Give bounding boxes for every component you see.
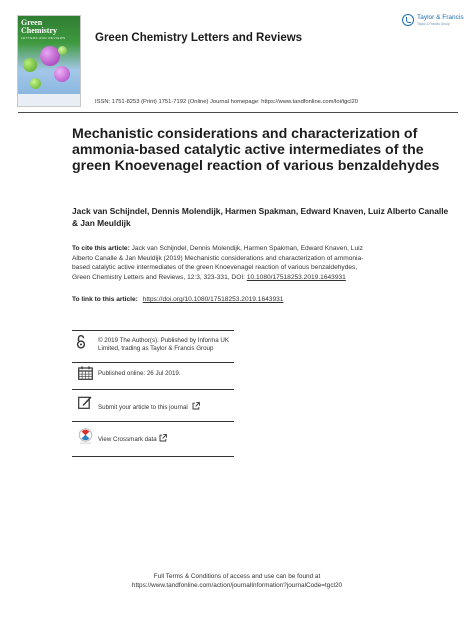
info-divider xyxy=(72,421,234,422)
journal-title[interactable]: Green Chemistry Letters and Reviews xyxy=(95,32,303,44)
link-label: To link to this article: xyxy=(72,296,138,303)
calendar-icon xyxy=(78,366,93,380)
crossmark-link[interactable] xyxy=(98,434,167,444)
info-divider xyxy=(72,389,234,390)
external-link-icon xyxy=(159,434,167,442)
crossmark-text: View Crossmark data xyxy=(98,436,157,443)
info-divider xyxy=(72,330,234,331)
edit-icon xyxy=(78,395,92,409)
citation-doi-link[interactable]: 10.1080/17518253.2019.1643931 xyxy=(246,273,346,281)
submit-article-link[interactable] xyxy=(98,402,200,412)
cover-molecule xyxy=(40,46,60,66)
cover-molecule xyxy=(23,58,37,72)
external-link-icon xyxy=(192,402,200,410)
cover-subtitle: LETTERS AND REVIEWS xyxy=(21,36,66,40)
issn-line: ISSN: 1751-8253 (Print) 1751-7192 (Online) Journal homepage: https://www.tandfonline.com/loi/tgcl20 xyxy=(95,99,358,105)
cover-molecule xyxy=(30,78,41,89)
info-divider xyxy=(72,362,234,363)
submit-article-text: Submit your article to this journal xyxy=(98,404,188,411)
publisher-logo[interactable] xyxy=(402,13,462,33)
footer-terms-link[interactable]: https://www.tandfonline.com/action/journalInformation?journalCode=tgcl20 xyxy=(131,582,343,589)
article-title: Mechanistic considerations and characterization of ammonia-based catalytic active intermediates of the green Knoevenagel reaction of various benzaldehydes xyxy=(72,126,440,175)
crossmark-icon xyxy=(78,428,93,445)
info-divider xyxy=(72,456,234,457)
cover-molecule xyxy=(54,66,70,82)
article-link-block xyxy=(72,296,283,303)
article-authors: Jack van Schijndel, Dennis Molendijk, Harmen Spakman, Edward Knaven, Luiz Alberto Canalle & Jan Meuldijk xyxy=(72,206,449,228)
taylor-francis-logo-icon xyxy=(402,14,414,26)
header-divider xyxy=(18,112,458,113)
cover-molecule xyxy=(58,46,67,55)
publisher-tagline: Taylor & Francis Group xyxy=(417,22,450,26)
citation-label: To cite this article: xyxy=(72,245,130,252)
article-doi-link[interactable]: https://doi.org/10.1080/17518253.2019.1643931 xyxy=(142,296,284,303)
footer xyxy=(0,572,474,590)
publisher-brand: Taylor & Francis xyxy=(417,14,464,21)
citation-block xyxy=(72,244,372,282)
citation-text: Jack van Schijndel, Dennis Molendijk, Harmen Spakman, Edward Knaven, Luiz Alberto Canalle & Jan Meuldijk (2019) Mechanistic considerations and characterization of ammonia-based catalytic active intermediates of the green Knoevenagel reaction of various benzaldehydes, Green Chemistry Letters and Reviews, 12:3, 323-331, DOI: xyxy=(72,245,364,281)
journal-cover xyxy=(18,16,80,106)
footer-terms-text: Full Terms & Conditions of access and use can be found at xyxy=(153,573,321,580)
cover-stripe xyxy=(18,94,80,106)
open-access-icon xyxy=(76,334,86,350)
copyright-text: © 2019 The Author(s). Published by Informa UK Limited, trading as Taylor & Francis Group xyxy=(98,337,230,352)
cover-title: Green Chemistry xyxy=(21,18,57,35)
published-date: Published online: 26 Jul 2019. xyxy=(98,370,181,377)
